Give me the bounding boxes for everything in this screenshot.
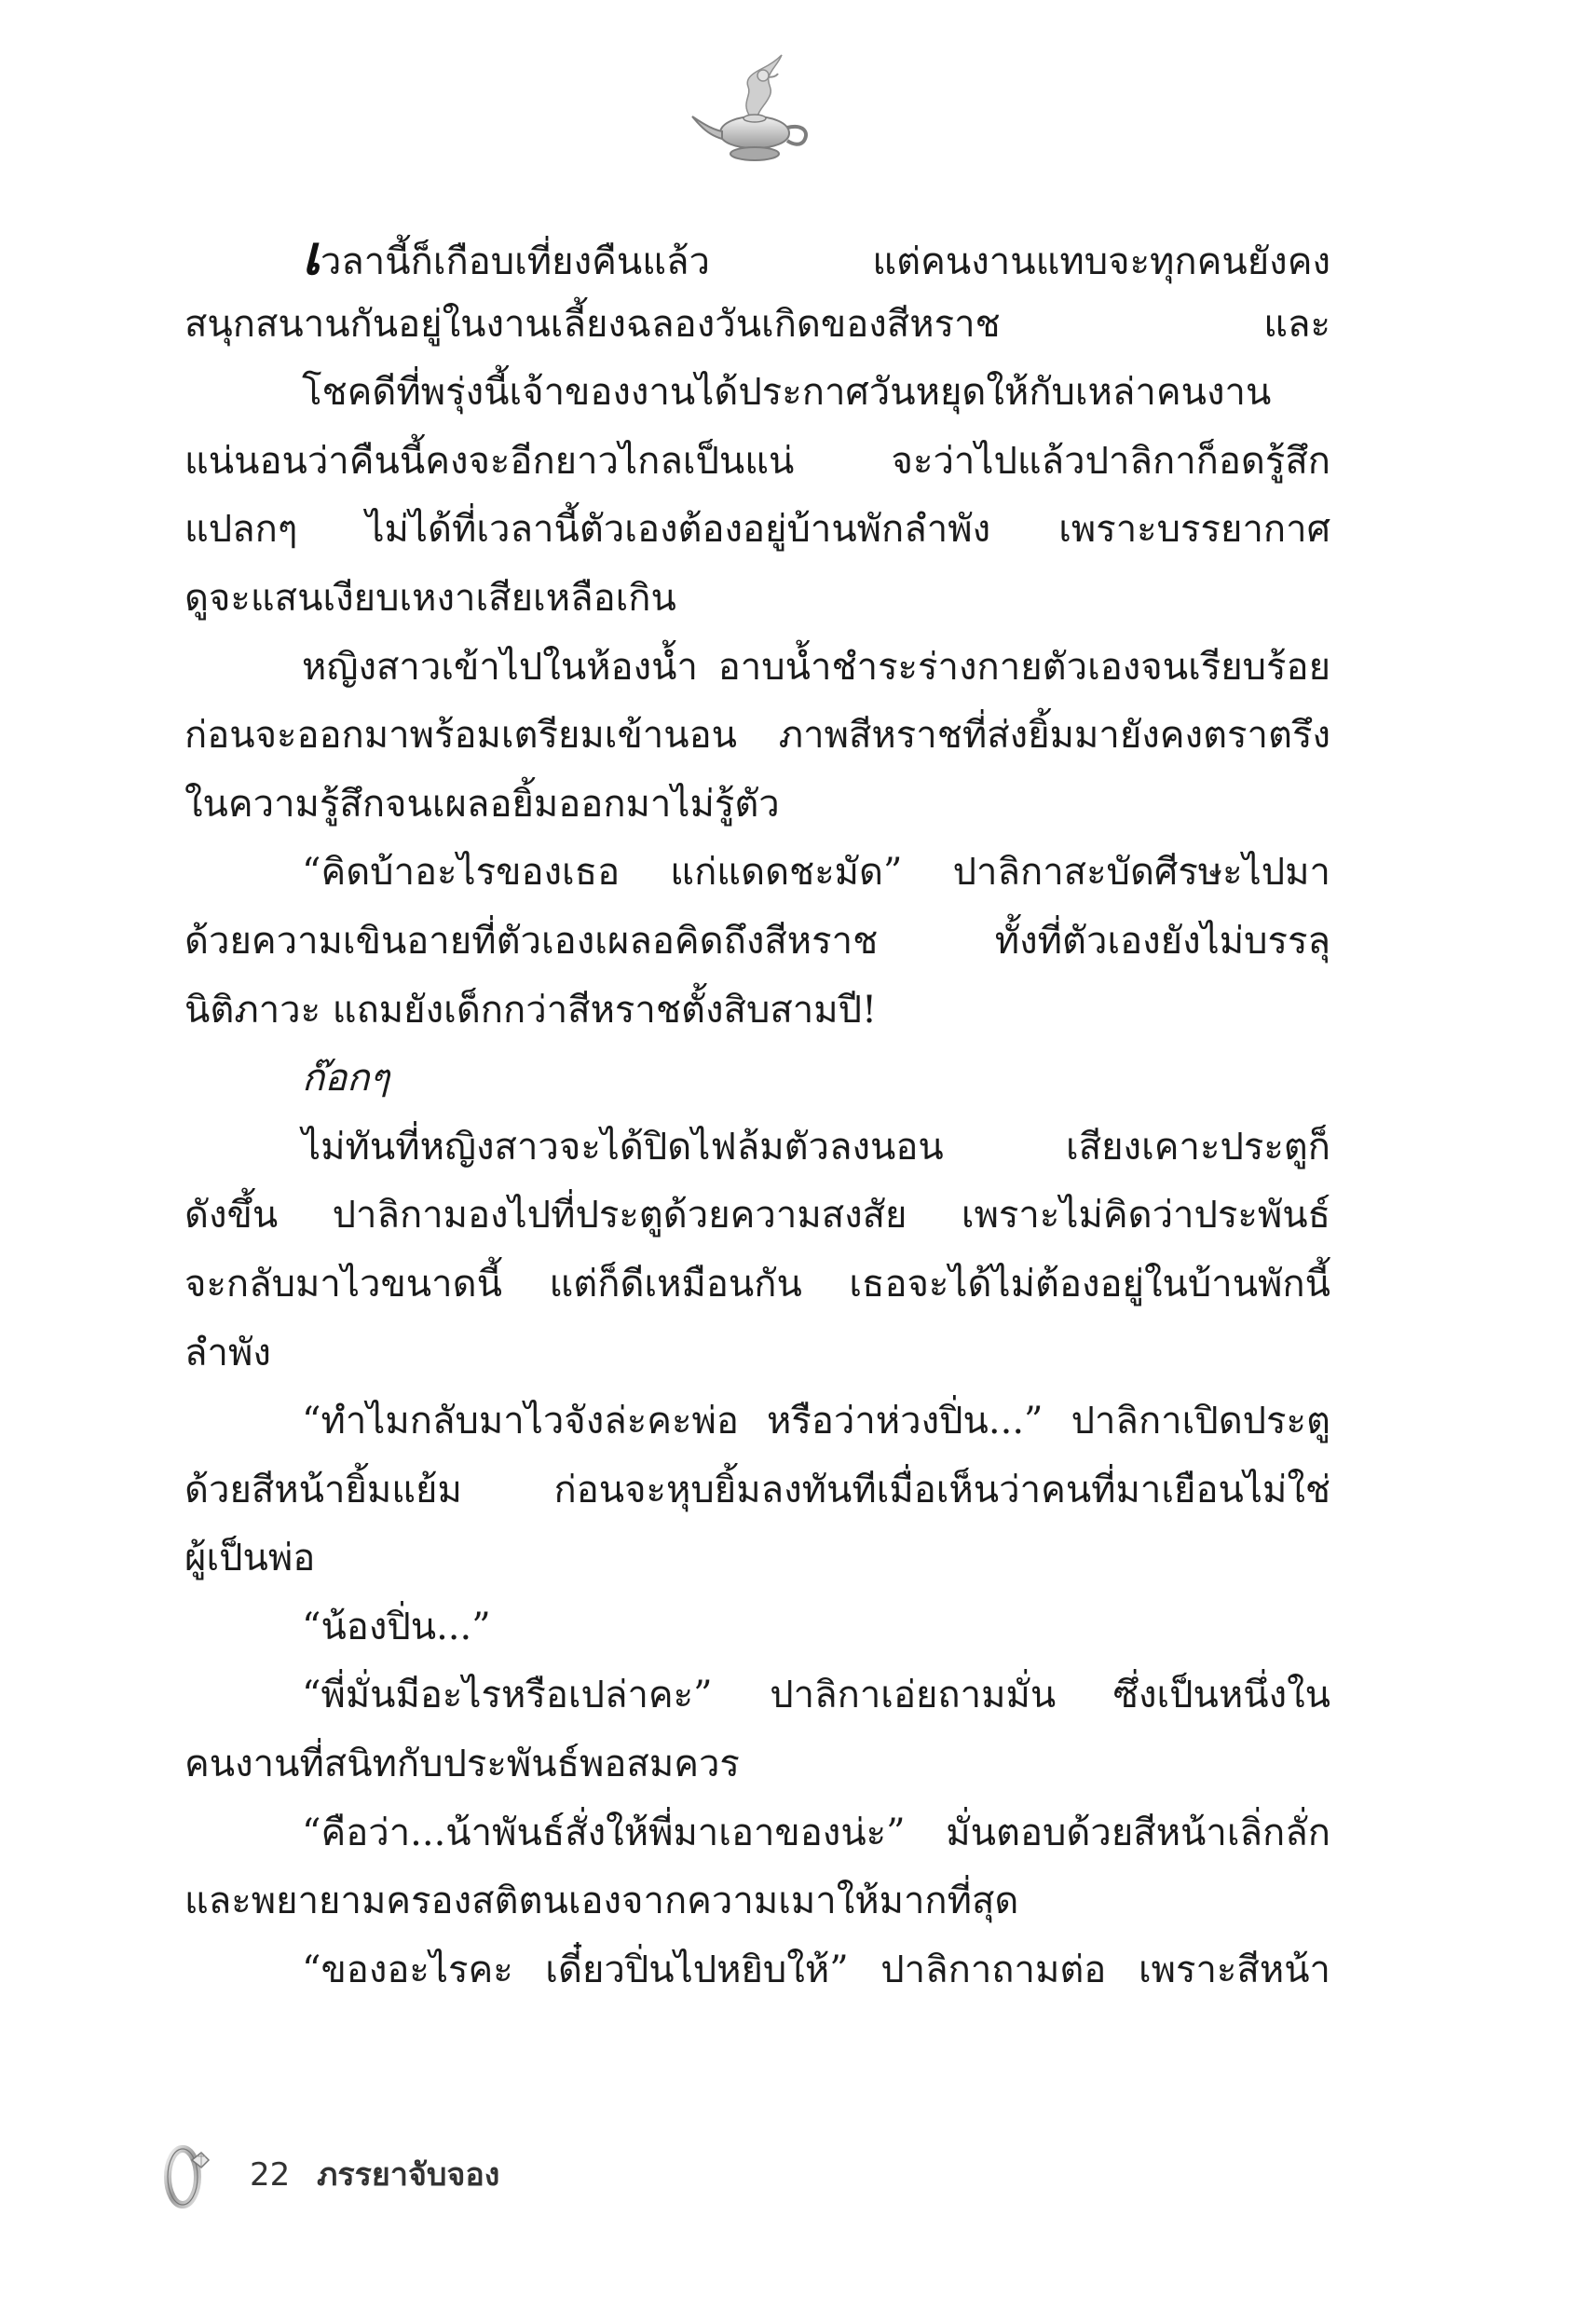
paragraph-line: ด้วยความเขินอายที่ตัวเองเผลอคิดถึงสีหราช ทั้งที่ตัวเองยังไม่บรรลุ [184,919,1330,963]
paragraph-line: ก๊อกๆ [302,1057,389,1101]
paragraph-line: ก่อนจะออกมาพร้อมเตรียมเข้านอน ภาพสีหราชที่ส่งยิ้มมายังคงตราตรึง [184,714,1330,758]
book-title: ภรรยาจับจอง [317,2156,500,2194]
paragraph-line: “ของอะไรคะ เดี๋ยวปิ่นไปหยิบให้” ปาลิกาถามต่อ เพราะสีหน้า [302,1948,1330,1991]
page-number: 22 [250,2156,291,2194]
paragraph-line: แน่นอนว่าคืนนี้คงจะอีกยาวไกลเป็นแน่ จะว่าไปแล้วปาลิกาก็อดรู้สึก [184,439,1330,483]
paragraph-line: เวลานี้ก็เกือบเที่ยงคืนแล้ว แต่คนงานแทบจะทุกคนยังคง [302,224,1330,287]
paragraph-line: ด้วยสีหน้ายิ้มแย้ม ก่อนจะหุบยิ้มลงทันทีเมื่อเห็นว่าคนที่มาเยือนไม่ใช่ [184,1468,1330,1511]
paragraph-line: “คือว่า...น้าพันธ์สั่งให้พี่มาเอาของน่ะ” มั่นตอบด้วยสีหน้าเลิ่กลั่ก [302,1811,1330,1854]
paragraph-line: ดังขึ้น ปาลิกามองไปที่ประตูด้วยความสงสัย เพราะไม่คิดว่าประพันธ์ [184,1194,1330,1238]
diamond-ring-icon [158,2136,224,2210]
paragraph-line: “น้องปิ่น...” [302,1605,491,1648]
paragraph-line: “ทำไมกลับมาไวจังล่ะคะพ่อ หรือว่าห่วงปิ่น...” ปาลิกาเปิดประตู [302,1400,1330,1443]
paragraph-line: และพยายามครองสติตนเองจากความเมาให้มากที่สุด [184,1880,1019,1923]
genie-lamp-icon [685,51,825,168]
paragraph-line: คนงานที่สนิทกับประพันธ์พอสมควร [184,1743,740,1786]
drop-cap: เ [302,224,321,287]
paragraph-line: “พี่มั่นมีอะไรหรือเปล่าคะ” ปาลิกาเอ่ยถามมั่น ซึ่งเป็นหนึ่งใน [302,1674,1330,1717]
paragraph-line: แปลกๆ ไม่ได้ที่เวลานี้ตัวเองต้องอยู่บ้านพักลำพัง เพราะบรรยากาศ [184,508,1330,552]
page-footer [158,2136,717,2210]
paragraph-line: ไม่ทันที่หญิงสาวจะได้ปิดไฟล้มตัวลงนอน เสียงเคาะประตูก็ [302,1125,1330,1169]
paragraph-line: นิติภาวะ แถมยังเด็กกว่าสีหราชตั้งสิบสามปี! [184,988,878,1032]
paragraph-line: หญิงสาวเข้าไปในห้องน้ำ อาบน้ำชำระร่างกายตัวเองจนเรียบร้อย [302,645,1330,689]
paragraph-line: ในความรู้สึกจนเผลอยิ้มออกมาไม่รู้ตัว [184,782,780,826]
paragraph-line: จะกลับมาไวขนาดนี้ แต่ก็ดีเหมือนกัน เธอจะได้ไม่ต้องอยู่ในบ้านพักนี้ [184,1262,1330,1306]
paragraph-line: สนุกสนานกันอยู่ในงานเลี้ยงฉลองวันเกิดของสีหราช และ [184,302,1330,346]
paragraph-line: ลำพัง [184,1331,271,1374]
paragraph-line: โชคดีที่พรุ่งนี้เจ้าของงานได้ประกาศวันหยุดให้กับเหล่าคนงาน [302,371,1272,415]
paragraph-line: ผู้เป็นพ่อ [184,1537,316,1580]
paragraph-line: ดูจะแสนเงียบเหงาเสียเหลือเกิน [184,576,676,620]
paragraph-line: “คิดบ้าอะไรของเธอ แก่แดดชะมัด” ปาลิกาสะบัดศีรษะไปมา [302,851,1330,895]
body-text [184,222,1330,2004]
